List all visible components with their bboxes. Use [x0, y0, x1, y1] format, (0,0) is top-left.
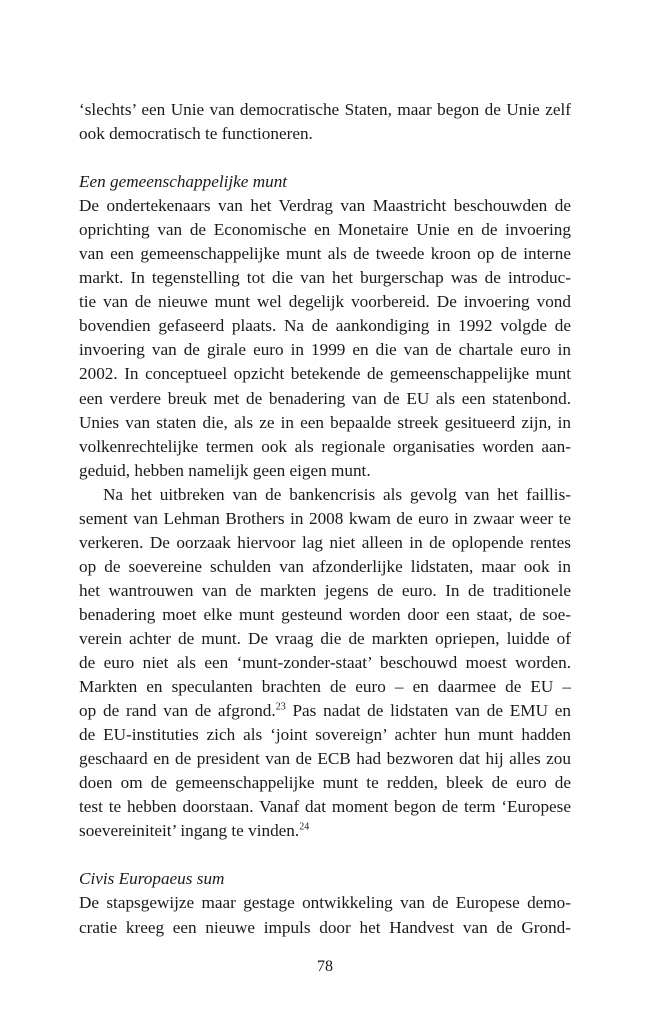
- body-line: invoering van de girale euro in 1999 en die van de chartale euro in: [79, 340, 571, 360]
- body-line: verein achter de munt. De vraag die de markten opriepen, luidde of: [79, 628, 571, 648]
- body-line: cratie kreeg een nieuwe impuls door het Handvest van de Grond-: [79, 917, 571, 937]
- body-line: de EU-instituties zich als ‘joint sovereign’ achter hun munt hadden: [79, 725, 571, 745]
- section-heading-munt: Een gemeenschappelijke munt: [79, 172, 288, 192]
- body-text: Pas nadat de lidstaten van de EMU en: [285, 701, 571, 721]
- body-line: De ondertekenaars van het Verdrag van Maastricht beschouwden de: [79, 196, 571, 216]
- body-line: Na het uitbreken van de bankencrisis als gevolg van het faillis-: [103, 484, 571, 504]
- body-line: ook democratisch te functioneren.: [79, 124, 313, 144]
- body-line-footnote-23: [79, 699, 571, 723]
- body-line: sement van Lehman Brothers in 2008 kwam de euro in zwaar weer te: [79, 508, 571, 528]
- page-number: 78: [317, 958, 333, 975]
- body-line: van een gemeenschappelijke munt als de tweede kroon op de interne: [79, 244, 571, 264]
- body-line: volkenrechtelijke termen ook als regionale organisaties worden aan-: [79, 436, 571, 456]
- body-line: het wantrouwen van de markten jegens de euro. In de traditionele: [79, 580, 571, 600]
- body-line: op de soevereine schulden van afzonderlijke lidstaten, maar ook in: [79, 556, 571, 576]
- section-heading-civis: Civis Europaeus sum: [79, 869, 225, 889]
- page-body: [79, 98, 571, 940]
- body-line: doen om de gemeenschappelijke munt te redden, bleek de euro de: [79, 773, 571, 793]
- body-text: soevereiniteit’ ingang te vinden.: [79, 821, 300, 841]
- body-line: bovendien gefaseerd plaats. Na de aankondiging in 1992 volgde de: [79, 316, 571, 336]
- body-text: op de rand van de afgrond.: [79, 701, 276, 721]
- footnote-ref-24[interactable]: 24: [299, 821, 310, 833]
- body-line: de euro niet als een ‘munt-zonder-staat’ beschouwd moest worden.: [79, 653, 571, 673]
- body-line: geschaard en de president van de ECB had bezworen dat hij alles zou: [79, 749, 571, 769]
- body-line: tie van de nieuwe munt wel degelijk voorbereid. De invoering vond: [79, 292, 571, 312]
- section-gap: [79, 146, 571, 170]
- body-line: een verdere breuk met de benadering van de EU als een statenbond.: [79, 388, 571, 408]
- body-line: Unies van staten die, als ze in een bepaalde streek gesitueerd zijn, in: [79, 412, 571, 432]
- body-line: markt. In tegenstelling tot die van het burgerschap was de introduc-: [79, 268, 571, 288]
- body-line: oprichting van de Economische en Monetaire Unie en de invoering: [79, 220, 571, 240]
- section-gap: [79, 843, 571, 867]
- body-line: benadering moet elke munt gesteund worden door een staat, de soe-: [79, 604, 571, 624]
- body-line: 2002. In conceptueel opzicht betekende de gemeenschappelijke munt: [79, 364, 571, 384]
- body-line: Markten en speculanten brachten de euro – en daarmee de EU –: [79, 677, 571, 697]
- footnote-ref-23[interactable]: 23: [275, 701, 286, 713]
- body-line: De stapsgewijze maar gestage ontwikkeling van de Europese demo-: [79, 893, 571, 913]
- body-line-footnote-24: [79, 819, 571, 843]
- body-line: test te hebben doorstaan. Vanaf dat moment begon de term ‘Europese: [79, 797, 571, 817]
- body-line: ‘slechts’ een Unie van democratische Staten, maar begon de Unie zelf: [79, 100, 571, 119]
- body-line: geduid, hebben namelijk geen eigen munt.: [79, 460, 371, 480]
- body-line: verkeren. De oorzaak hiervoor lag niet alleen in de oplopende rentes: [79, 532, 571, 552]
